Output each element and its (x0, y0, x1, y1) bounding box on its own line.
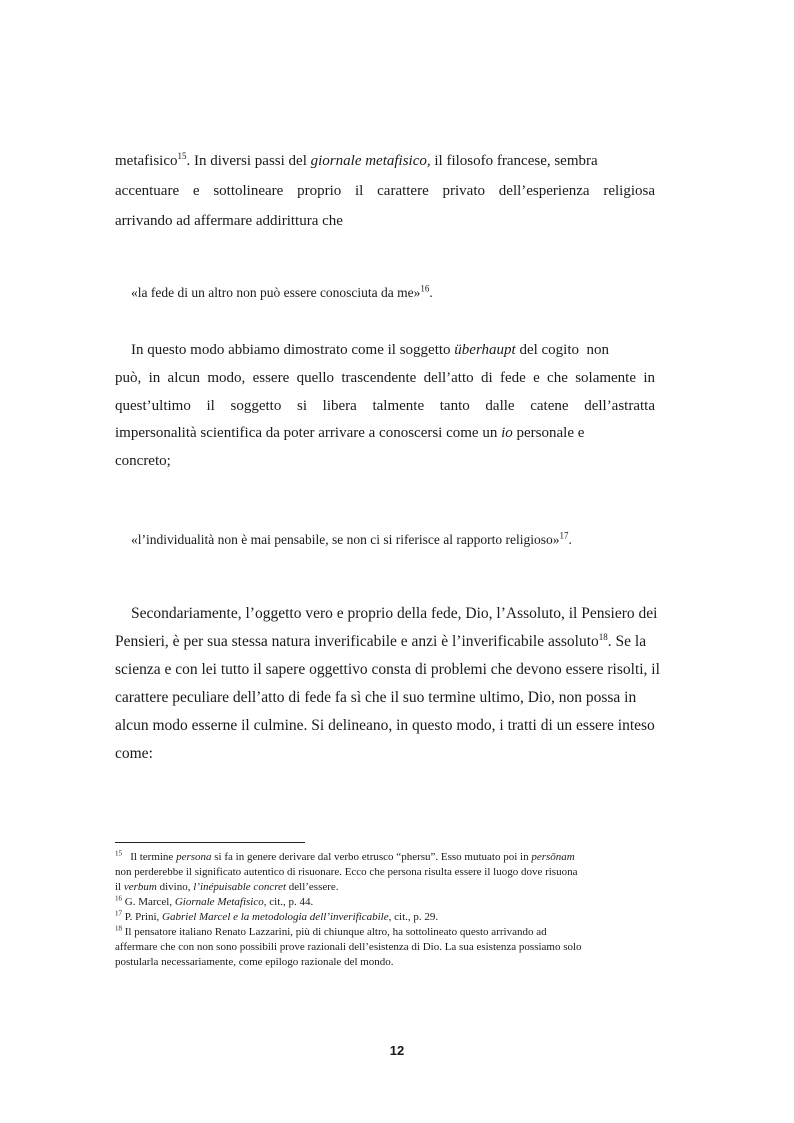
text: personale e (512, 425, 585, 441)
paragraph-3-line-1: Secondariamente, l’oggetto vero e proprio della fede, Dio, l’Assoluto, il Pensiero dei (131, 605, 658, 622)
footnote-separator (115, 842, 305, 843)
italic-title: giornale metafisico, (310, 153, 431, 169)
paragraph-1-line-2: accentuare e sottolineare proprio il carattere privato dell’esperienza religiosa (115, 183, 655, 199)
paragraph-3-line-6: come: (115, 745, 153, 762)
footnote-17 (115, 911, 655, 925)
footnote-18-line-2: affermare che con non sono possibili prove razionali dell’esistenza di Dio. La sua esistenza possiamo solo (115, 941, 582, 953)
paragraph-2-line-5: concreto; (115, 453, 171, 469)
quote-text: «la fede di un altro non può essere conosciuta da me» (131, 285, 421, 300)
text: impersonalità scientifica da poter arrivare a conoscersi come un (115, 425, 502, 441)
block-quote-1 (131, 283, 433, 303)
footnote-16 (115, 896, 655, 910)
text: . Se la (607, 633, 647, 650)
text: il (115, 881, 124, 893)
footnote-15-line-2: non perderebbe il significato autentico di risuonare. Ecco che persona risulta essere il luogo dove risuona (115, 866, 578, 878)
footnote-15-line-1 (115, 851, 655, 865)
paragraph-2-line-2: può, in alcun modo, essere quello trascendente dell’atto di fede e che solamente in (115, 370, 655, 386)
page-number: 12 (389, 1043, 405, 1058)
footnote-number: 17 (115, 909, 122, 918)
footnote-18-line-1 (115, 926, 655, 940)
text: . In diversi passi del (186, 153, 311, 169)
text: In questo modo abbiamo dimostrato come il soggetto (131, 342, 455, 358)
paragraph-2-line-1 (131, 340, 655, 360)
quote-end: . (429, 285, 433, 300)
paragraph-1-line-3: arrivando ad affermare addirittura che (115, 213, 343, 229)
paragraph-2-line-4 (115, 423, 655, 443)
italic-term: persōnam (531, 851, 575, 863)
paragraph-3-line-2 (115, 632, 655, 652)
footnote-15-line-3 (115, 881, 655, 895)
italic-title: Gabriel Marcel e la metodologia dell’inverificabile (162, 911, 389, 923)
footnote-ref-17[interactable]: 17 (559, 530, 569, 541)
footnote-number: 15 (115, 849, 122, 858)
text: divino, (156, 881, 194, 893)
italic-term: überhaupt (454, 342, 516, 358)
quote-end: . (568, 532, 572, 547)
italic-term: io (501, 425, 513, 441)
paragraph-2-line-3: quest’ultimo il soggetto si libera talmente tanto dalle catene dell’astratta (115, 398, 655, 414)
italic-term: persona (176, 851, 212, 863)
text: metafisico (115, 153, 178, 169)
text: , cit., p. 44. (263, 896, 314, 908)
italic-term: l’inépuisable concret (193, 881, 287, 893)
paragraph-3-line-4: carattere peculiare dell’atto di fede fa sì che il suo termine ultimo, Dio, non possa in (115, 689, 637, 706)
italic-term: verbum (123, 881, 157, 893)
footnote-ref-15[interactable]: 15 (177, 151, 187, 161)
footnote-ref-18[interactable]: 18 (598, 631, 608, 642)
footnote-number: 18 (115, 924, 122, 933)
footnote-18-line-3: postularla necessariamente, come epilogo razionale del mondo. (115, 956, 394, 968)
paragraph-1-line-1 (115, 151, 655, 171)
paragraph-3-line-3: scienza e con lei tutto il sapere oggettivo consta di problemi che devono essere risolti, il (115, 661, 660, 678)
paragraph-3-line-5: alcun modo esserne il culmine. Si delineano, in questo modo, i tratti di un essere inteso (115, 717, 655, 734)
text: , cit., p. 29. (388, 911, 439, 923)
footnote-ref-16[interactable]: 16 (420, 283, 430, 294)
text: dell’essere. (286, 881, 339, 893)
text: Il termine (130, 851, 177, 863)
text: Pensieri, è per sua stessa natura inverificabile e anzi è l’inverificabile assoluto (115, 633, 599, 650)
text: il filosofo francese, sembra (430, 153, 598, 169)
italic-title: Giornale Metafisico (174, 896, 264, 908)
text: G. Marcel, (124, 896, 175, 908)
text: Il pensatore italiano Renato Lazzarini, più di chiunque altro, ha sottolineato questo arrivando ad (124, 926, 547, 938)
text: si fa in genere derivare dal verbo etrusco “phersu”. Esso mutuato poi in (211, 851, 532, 863)
text: del cogito non (515, 342, 610, 358)
text: P. Prini, (124, 911, 163, 923)
footnote-number: 16 (115, 894, 122, 903)
block-quote-2 (131, 530, 572, 550)
quote-text: «l’individualità non è mai pensabile, se non ci si riferisce al rapporto religioso» (131, 532, 560, 547)
